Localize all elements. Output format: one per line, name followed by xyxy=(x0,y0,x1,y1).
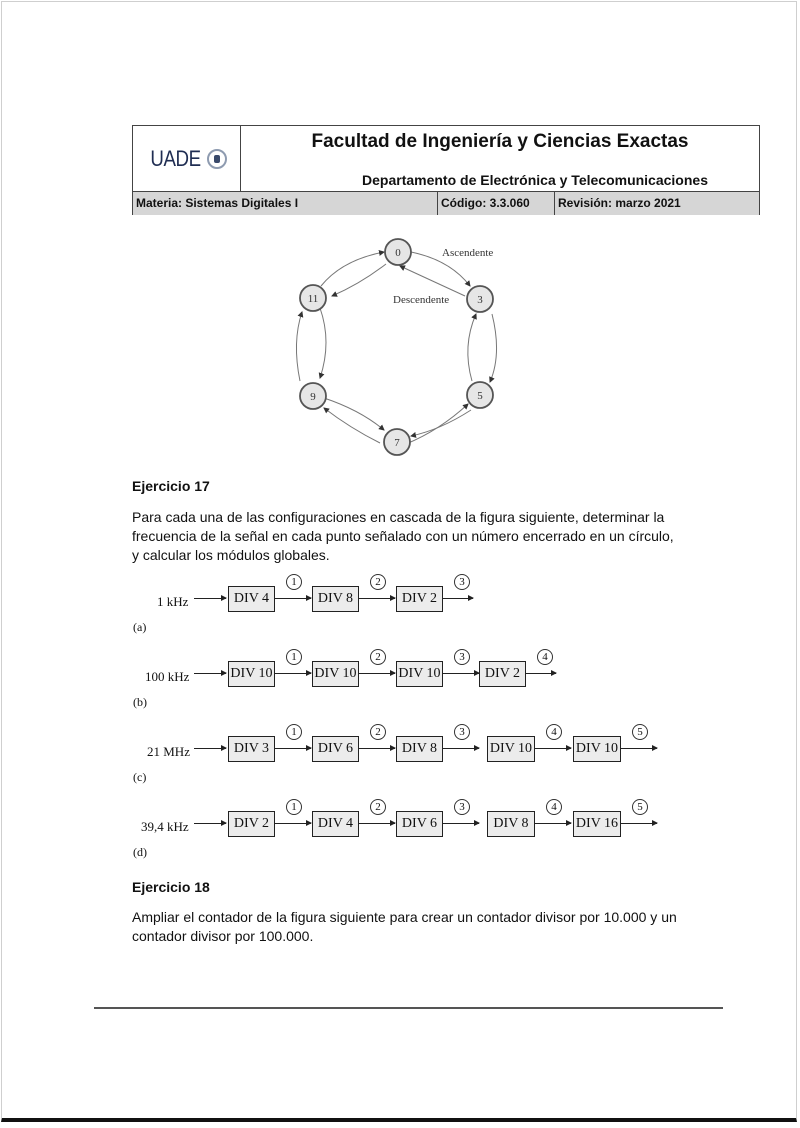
point-marker: 3 xyxy=(454,574,470,590)
point-marker: 4 xyxy=(546,799,562,815)
state-5: 5 xyxy=(477,390,483,402)
point-marker: 1 xyxy=(286,574,302,590)
chain-d xyxy=(130,803,690,863)
arrow xyxy=(359,823,395,824)
state-9: 9 xyxy=(310,391,316,403)
arrow xyxy=(526,673,556,674)
arrow xyxy=(359,673,395,674)
title-cell xyxy=(241,126,759,191)
arrow xyxy=(275,598,311,599)
subject: Materia: Sistemas Digitales I xyxy=(133,192,438,215)
chain-b xyxy=(130,653,690,713)
div-block: DIV 10 xyxy=(487,736,535,762)
arrow xyxy=(535,748,571,749)
div-block: DIV 3 xyxy=(228,736,275,762)
point-marker: 2 xyxy=(370,799,386,815)
div-block: DIV 8 xyxy=(312,586,359,612)
point-marker: 5 xyxy=(632,724,648,740)
exercise17-line-2: frecuencia de la señal en cada punto señalado con un número encerrado en un círculo, xyxy=(132,528,674,544)
point-marker: 3 xyxy=(454,649,470,665)
revision: Revisión: marzo 2021 xyxy=(558,196,681,210)
exercise17-title: Ejercicio 17 xyxy=(132,478,210,494)
seal-icon xyxy=(207,149,227,169)
point-marker: 1 xyxy=(286,799,302,815)
arrow xyxy=(621,748,657,749)
chain-input: 100 kHz xyxy=(145,669,190,684)
div-block: DIV 6 xyxy=(312,736,359,762)
arrow xyxy=(443,673,479,674)
div-block: DIV 8 xyxy=(487,811,535,837)
chain-input: 39,4 kHz xyxy=(141,819,189,834)
exercise18-text xyxy=(132,908,692,946)
point-marker: 2 xyxy=(370,649,386,665)
footer-divider xyxy=(94,1007,723,1009)
div-block: DIV 10 xyxy=(312,661,359,687)
point-marker: 3 xyxy=(454,799,470,815)
state-7: 7 xyxy=(394,437,400,449)
arrow xyxy=(194,673,226,674)
meta-row xyxy=(133,191,759,215)
ascending-label: Ascendente xyxy=(442,247,494,259)
arrow xyxy=(194,598,226,599)
arrow xyxy=(443,748,479,749)
exercise18-line-1: Ampliar el contador de la figura siguiente para crear un contador divisor por 10.000 y un xyxy=(132,909,677,925)
chain-label: (b) xyxy=(133,695,147,709)
chain-input: 21 MHz xyxy=(147,744,190,759)
state-11: 11 xyxy=(307,293,319,305)
point-marker: 4 xyxy=(546,724,562,740)
faculty-title: Facultad de Ingeniería y Ciencias Exactas xyxy=(311,131,689,152)
arrow xyxy=(275,748,311,749)
div-block: DIV 4 xyxy=(228,586,275,612)
div-block: DIV 16 xyxy=(573,811,621,837)
exercise18-line-2: contador divisor por 100.000. xyxy=(132,928,314,944)
point-marker: 1 xyxy=(286,649,302,665)
logo-text: UADE xyxy=(150,145,201,171)
arrow xyxy=(443,598,473,599)
chain-c xyxy=(130,728,690,788)
div-block: DIV 10 xyxy=(228,661,275,687)
div-block: DIV 10 xyxy=(573,736,621,762)
arrow xyxy=(621,823,657,824)
div-block: DIV 2 xyxy=(396,586,443,612)
document-header xyxy=(132,125,760,215)
point-marker: 2 xyxy=(370,574,386,590)
chain-label: (d) xyxy=(133,845,147,859)
state-3: 3 xyxy=(477,294,483,306)
div-block: DIV 6 xyxy=(396,811,443,837)
department-title: Departamento de Electrónica y Telecomunicaciones xyxy=(362,172,708,188)
chain-input: 1 kHz xyxy=(157,594,189,609)
chain-label: (a) xyxy=(133,620,147,634)
descending-label: Descendente xyxy=(393,294,450,306)
point-marker: 2 xyxy=(370,724,386,740)
arrow xyxy=(194,823,226,824)
arrow xyxy=(443,823,479,824)
div-block: DIV 8 xyxy=(396,736,443,762)
arrow xyxy=(359,748,395,749)
point-marker: 1 xyxy=(286,724,302,740)
arrow xyxy=(194,748,226,749)
arrow xyxy=(275,823,311,824)
point-marker: 3 xyxy=(454,724,470,740)
arrow xyxy=(275,673,311,674)
point-marker: 5 xyxy=(632,799,648,815)
exercise17-line-1: Para cada una de las configuraciones en cascada de la figura siguiente, determinar la xyxy=(132,509,665,525)
course-code: Código: 3.3.060 xyxy=(438,192,555,215)
chain-label: (c) xyxy=(133,770,147,784)
state-0: 0 xyxy=(395,247,401,259)
arrow xyxy=(535,823,571,824)
div-block: DIV 2 xyxy=(479,661,526,687)
state-nodes xyxy=(300,239,493,455)
div-block: DIV 4 xyxy=(312,811,359,837)
point-marker: 4 xyxy=(537,649,553,665)
exercise17-text xyxy=(132,508,692,565)
logo xyxy=(133,126,241,191)
exercise18-title: Ejercicio 18 xyxy=(132,879,210,895)
exercise17-line-3: y calcular los módulos globales. xyxy=(132,547,330,563)
div-block: DIV 10 xyxy=(396,661,443,687)
arrow xyxy=(359,598,395,599)
chain-a xyxy=(130,578,690,638)
div-block: DIV 2 xyxy=(228,811,275,837)
state-diagram xyxy=(280,230,520,462)
